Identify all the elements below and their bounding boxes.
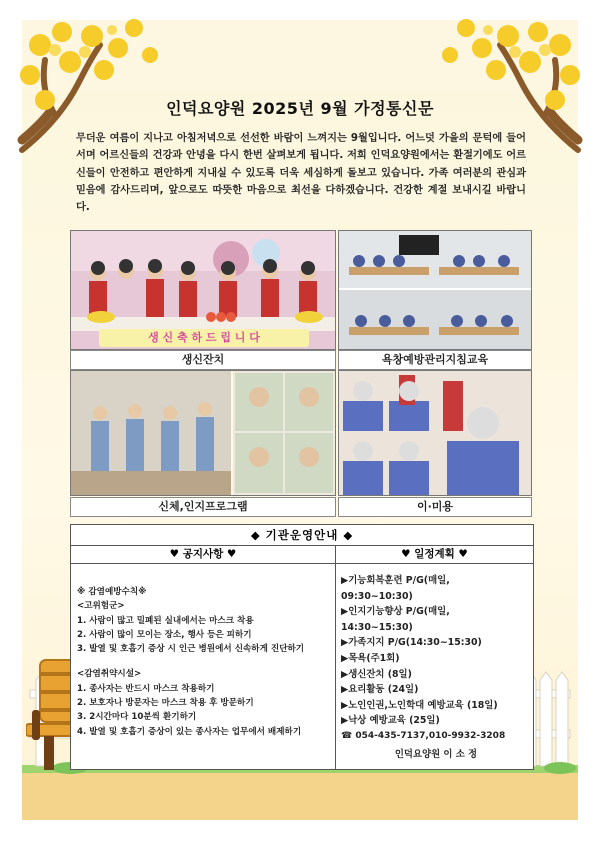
page-title: 인덕요양원 2025년 9월 가정통신문: [166, 99, 434, 118]
notice-line: 3. 발열 및 호흡기 증상 시 인근 병원에서 신속하게 진단하기: [77, 644, 305, 655]
birthday-party-caption: 생신잔치: [70, 350, 336, 370]
schedule-line: ▶낙상 예방교육 (25일): [341, 715, 440, 727]
schedule-line: 09:30~10:30): [341, 590, 413, 602]
schedule-line: ▶인지기능향상 P/G(매일,: [341, 606, 450, 618]
schedule-line: ▶기능회복훈련 P/G(매일,: [341, 575, 450, 586]
notice-line: <고위험군>: [77, 601, 125, 612]
schedule-content: [341, 573, 531, 762]
schedule-line: ▶생신잔치 (8일): [341, 668, 412, 680]
schedule-line: ▶노인인권,노인학대 예방교육 (18일): [341, 699, 498, 711]
notice-header: ♥ 공지사항 ♥: [71, 545, 335, 564]
intro-paragraph: 무더운 여름이 지나고 아침저녁으로 선선한 바람이 느껴지는 9월입니다. 어느덧 가을의 문턱에 들어서며 어르신들의 건강과 안녕을 다시 한번 살펴보게 됩니다. 저희 인덕요양원에서는 환절기에도 어르신들이 안전하고 편안하게 지내실 수 있도록 더욱 세심하게 돌보고 있습니다. 가족 여러분의 관심과 믿음에 감사드리며, 앞으로도 따뜻한 마음으로 최선을 다하겠습니다. 건강한 계절 보내시길 바랍니다.: [76, 133, 526, 214]
schedule-line: ▶가족지지 P/G(14:30~15:30): [341, 637, 482, 649]
notice-line: <감염취약시설>: [77, 669, 142, 680]
notice-line: 2. 사람이 많이 모이는 장소, 행사 등은 피하기: [77, 629, 252, 640]
institution-info-title: ◆ 기관운영안내 ◆: [71, 525, 533, 546]
notice-line: ※ 감염예방수칙※: [77, 587, 147, 597]
notice-line: 3. 2시간마다 10분씩 환기하기: [77, 712, 197, 723]
notice-line: 2. 보호자나 방문자는 마스크 착용 후 방문하기: [77, 698, 254, 709]
birthday-banner: 생 신 축 하 드 립 니 다: [99, 329, 309, 347]
pressure-ulcer-education-photo: [338, 230, 532, 350]
phone-number: ☎ 054-435-7137,010-9932-3208: [341, 730, 506, 741]
pressure-ulcer-education-caption: 욕창예방관리지침교육: [338, 350, 532, 370]
schedule-line: ▶목욕(주1회): [341, 652, 400, 664]
birthday-party-photo: [70, 230, 336, 350]
column-divider: [335, 545, 336, 769]
physical-cognitive-program-caption: 신체,인지프로그램: [70, 497, 336, 517]
hair-beauty-photo: [338, 370, 532, 496]
schedule-line: ▶요리활동 (24일): [341, 684, 419, 696]
notice-line: 1. 사람이 많고 밀폐된 실내에서는 마스크 착용: [77, 615, 254, 626]
hair-beauty-caption: 이·미용: [338, 497, 532, 517]
schedule-header: ♥ 일정계획 ♥: [336, 545, 533, 564]
signature: 인덕요양원 이 소 정: [394, 748, 478, 760]
schedule-line: 14:30~15:30): [341, 621, 413, 633]
notice-line: 1. 종사자는 반드시 마스크 착용하기: [77, 683, 215, 694]
notice-content: [77, 585, 333, 739]
notice-line: 4. 발열 및 호흡기 증상이 있는 종사자는 업무에서 배제하기: [77, 726, 302, 737]
physical-cognitive-program-photo: [70, 370, 336, 496]
institution-info-box: [70, 524, 534, 770]
